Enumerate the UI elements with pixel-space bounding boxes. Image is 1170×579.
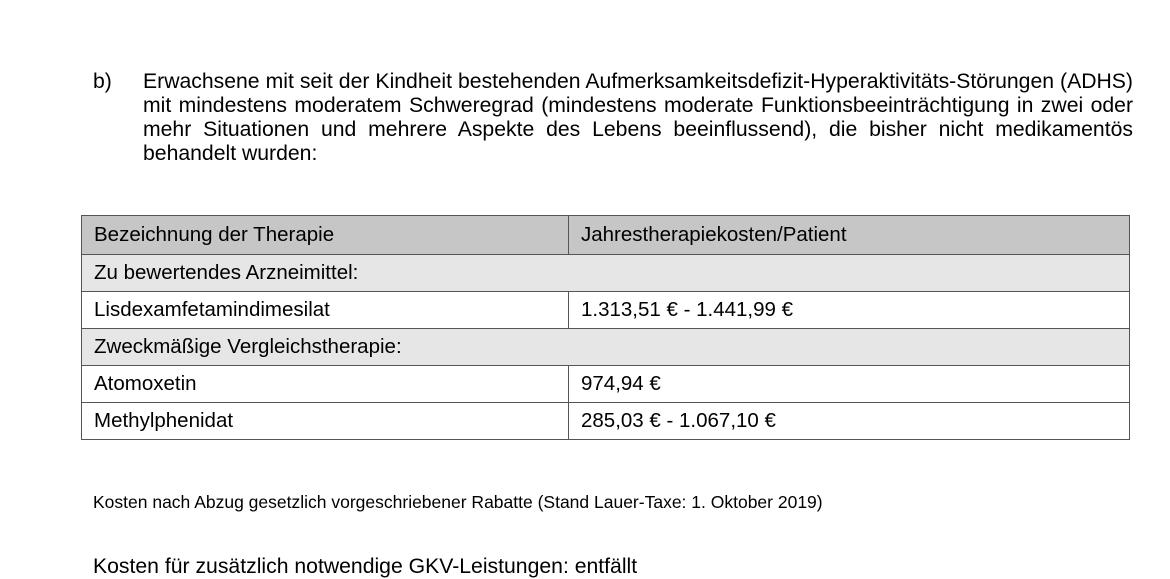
table-section-row: [82, 329, 1130, 366]
footnote: Kosten nach Abzug gesetzlich vorgeschriebener Rabatte (Stand Lauer-Taxe: 1. Oktober 2019): [93, 492, 823, 512]
header-therapy: Bezeichnung der Therapie: [82, 216, 569, 255]
table-section-row: [82, 255, 1130, 292]
section-label: Zu bewertendes Arzneimittel:: [82, 255, 1130, 292]
header-annual-cost: Jahrestherapiekosten/Patient: [569, 216, 1130, 255]
therapy-name: Atomoxetin: [82, 366, 569, 403]
list-marker: b): [93, 70, 112, 93]
table-row: [82, 292, 1130, 329]
table-row: [82, 403, 1130, 440]
annual-cost: 1.313,51 € - 1.441,99 €: [569, 292, 1130, 329]
therapy-name: Lisdexamfetamindimesilat: [82, 292, 569, 329]
annual-cost: 974,94 €: [569, 366, 1130, 403]
section-label: Zweckmäßige Vergleichstherapie:: [82, 329, 1130, 366]
table-header-row: [82, 216, 1130, 255]
cost-table: [81, 215, 1130, 440]
therapy-name: Methylphenidat: [82, 403, 569, 440]
table-row: [82, 366, 1130, 403]
annual-cost: 285,03 € - 1.067,10 €: [569, 403, 1130, 440]
cut-off-text-line: Kosten für zusätzlich notwendige GKV-Leistungen: entfällt: [93, 555, 638, 578]
list-item-text: Erwachsene mit seit der Kindheit bestehenden Aufmerksamkeitsdefizit-Hyperaktivitäts-Störungen (ADHS) mit mindestens moderatem Schweregrad (mindestens moderate Funktionsbeeinträchtigung in zwei oder mehr Situationen und mehrere Aspekte des Lebens beeinflussend), die bisher nicht medikamentös behandelt wurden:: [143, 70, 1133, 165]
